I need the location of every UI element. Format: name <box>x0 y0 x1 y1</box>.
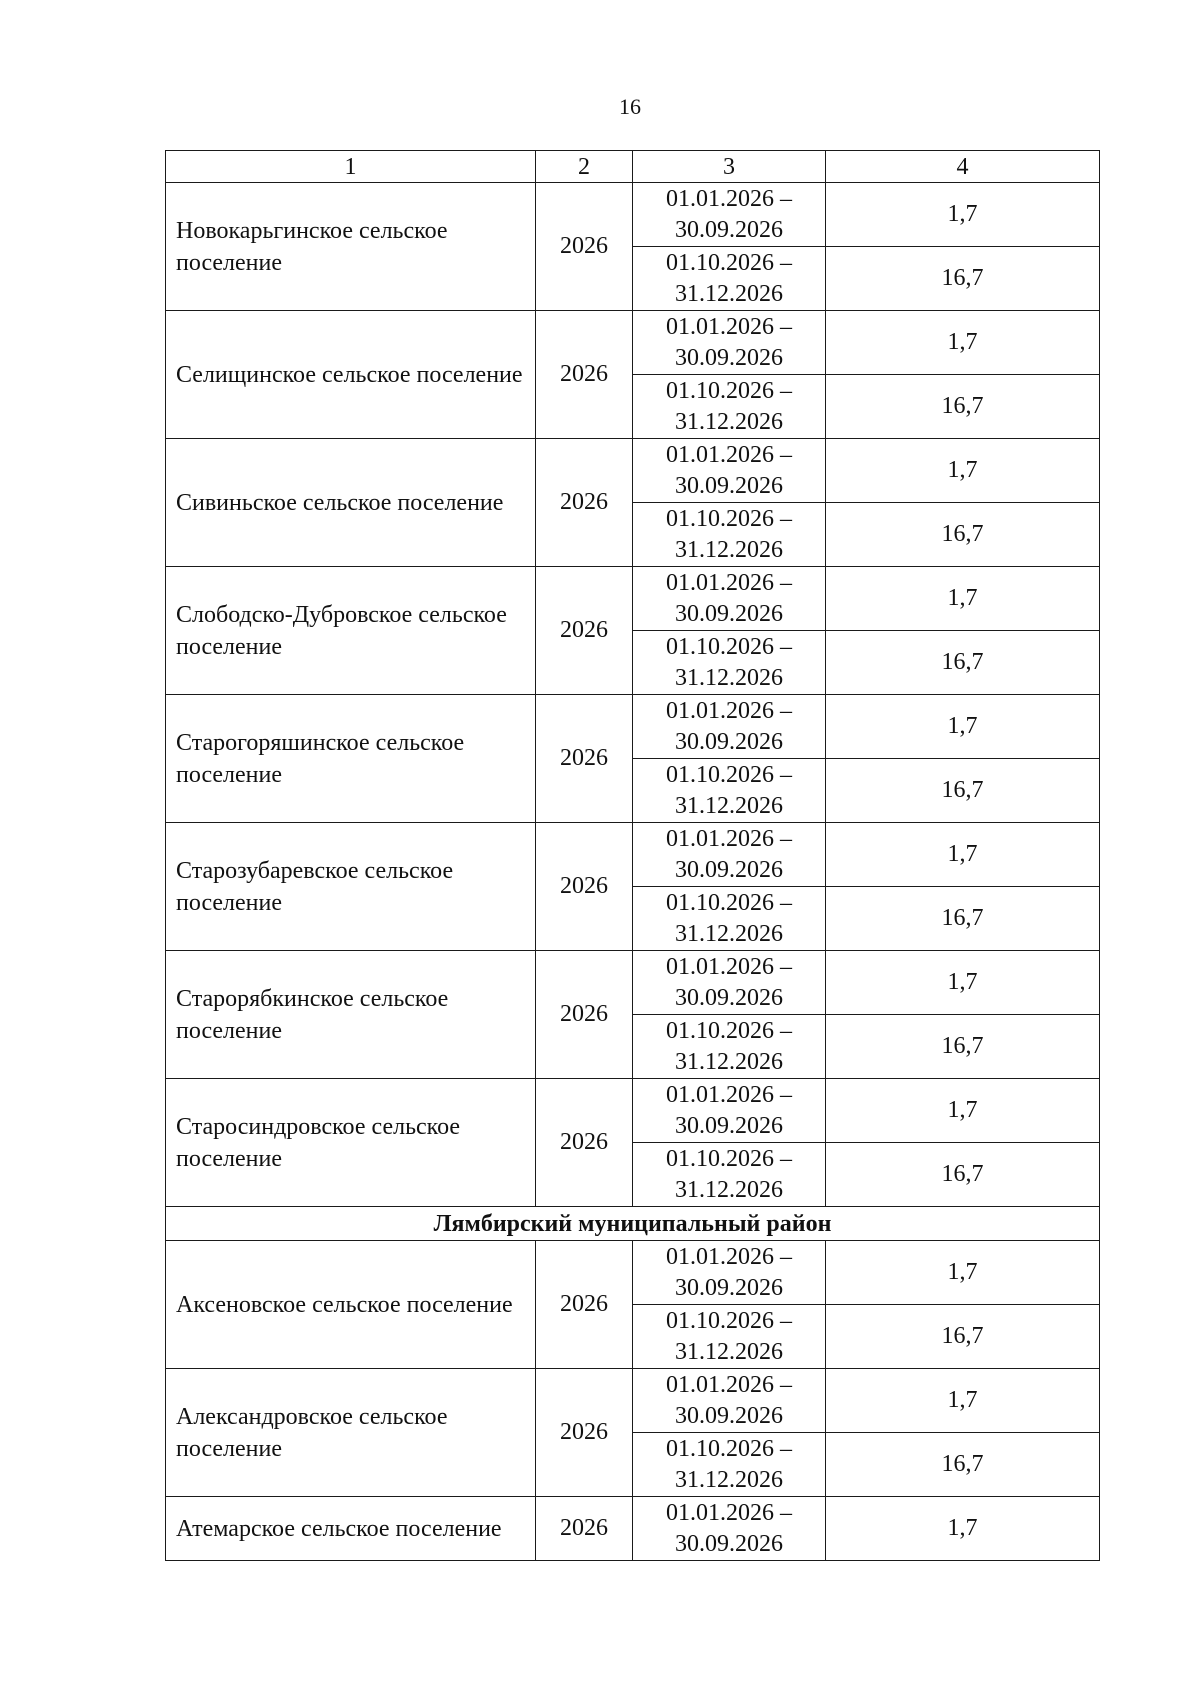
year-value: 2026 <box>536 823 633 951</box>
rate-value: 1,7 <box>826 183 1100 247</box>
rate-value: 16,7 <box>826 1143 1100 1207</box>
period-range <box>633 1143 826 1207</box>
period-start: 01.01.2026 – <box>666 1243 792 1270</box>
column-header: 4 <box>826 151 1100 183</box>
column-header: 1 <box>166 151 536 183</box>
data-table <box>165 150 1100 1561</box>
rate-value: 16,7 <box>826 503 1100 567</box>
rate-value: 16,7 <box>826 1433 1100 1497</box>
period-start: 01.10.2026 – <box>666 1145 792 1172</box>
period-range <box>633 951 826 1015</box>
period-end: 30.09.2026 <box>675 472 783 499</box>
settlement-name: Старозубаревское сельское поселение <box>166 823 536 951</box>
table-row <box>166 439 1100 503</box>
settlement-name: Слободско-Дубровское сельское поселение <box>166 567 536 695</box>
period-start: 01.10.2026 – <box>666 249 792 276</box>
period-range <box>633 567 826 631</box>
period-range <box>633 1497 826 1561</box>
rate-value: 1,7 <box>826 1497 1100 1561</box>
table-row <box>166 1079 1100 1143</box>
period-range <box>633 1015 826 1079</box>
period-start: 01.01.2026 – <box>666 441 792 468</box>
period-end: 30.09.2026 <box>675 728 783 755</box>
region-row <box>166 1207 1100 1241</box>
year-value: 2026 <box>536 951 633 1079</box>
period-end: 31.12.2026 <box>675 1466 783 1493</box>
period-range <box>633 631 826 695</box>
settlement-name: Старорябкинское сельское поселение <box>166 951 536 1079</box>
period-start: 01.10.2026 – <box>666 1017 792 1044</box>
rate-value: 16,7 <box>826 759 1100 823</box>
period-end: 30.09.2026 <box>675 856 783 883</box>
period-range <box>633 1079 826 1143</box>
period-end: 31.12.2026 <box>675 1338 783 1365</box>
period-start: 01.10.2026 – <box>666 377 792 404</box>
year-value: 2026 <box>536 1497 633 1561</box>
period-range <box>633 1241 826 1305</box>
period-range <box>633 439 826 503</box>
rate-value: 1,7 <box>826 1079 1100 1143</box>
period-end: 31.12.2026 <box>675 408 783 435</box>
period-range <box>633 183 826 247</box>
rate-value: 1,7 <box>826 567 1100 631</box>
period-range <box>633 503 826 567</box>
year-value: 2026 <box>536 183 633 311</box>
table-row <box>166 567 1100 631</box>
period-start: 01.01.2026 – <box>666 185 792 212</box>
period-range <box>633 823 826 887</box>
table-row <box>166 1497 1100 1561</box>
settlement-name: Старогоряшинское сельское поселение <box>166 695 536 823</box>
settlement-name: Александровское сельское поселение <box>166 1369 536 1497</box>
rate-value: 1,7 <box>826 1369 1100 1433</box>
settlement-name: Селищинское сельское поселение <box>166 311 536 439</box>
table-row <box>166 951 1100 1015</box>
period-range <box>633 1369 826 1433</box>
rate-value: 16,7 <box>826 1305 1100 1369</box>
period-range <box>633 247 826 311</box>
column-header: 3 <box>633 151 826 183</box>
period-start: 01.10.2026 – <box>666 889 792 916</box>
table-row <box>166 183 1100 247</box>
rate-value: 1,7 <box>826 439 1100 503</box>
period-start: 01.01.2026 – <box>666 313 792 340</box>
table-row <box>166 311 1100 375</box>
period-end: 31.12.2026 <box>675 536 783 563</box>
period-end: 30.09.2026 <box>675 216 783 243</box>
rate-value: 16,7 <box>826 247 1100 311</box>
period-end: 30.09.2026 <box>675 984 783 1011</box>
year-value: 2026 <box>536 439 633 567</box>
settlement-name: Старосиндровское сельское поселение <box>166 1079 536 1207</box>
period-range <box>633 1433 826 1497</box>
period-start: 01.10.2026 – <box>666 633 792 660</box>
settlement-name: Атемарское сельское поселение <box>166 1497 536 1561</box>
period-end: 31.12.2026 <box>675 1176 783 1203</box>
column-header: 2 <box>536 151 633 183</box>
period-range <box>633 311 826 375</box>
year-value: 2026 <box>536 1079 633 1207</box>
table-row <box>166 695 1100 759</box>
year-value: 2026 <box>536 1369 633 1497</box>
period-end: 30.09.2026 <box>675 1402 783 1429</box>
period-end: 30.09.2026 <box>675 1530 783 1557</box>
period-start: 01.10.2026 – <box>666 1307 792 1334</box>
page-number: 16 <box>619 94 641 119</box>
period-start: 01.01.2026 – <box>666 825 792 852</box>
period-end: 30.09.2026 <box>675 1274 783 1301</box>
settlement-name: Сивиньское сельское поселение <box>166 439 536 567</box>
table-row <box>166 1369 1100 1433</box>
rate-value: 1,7 <box>826 1241 1100 1305</box>
rate-value: 1,7 <box>826 695 1100 759</box>
period-end: 30.09.2026 <box>675 600 783 627</box>
period-range <box>633 887 826 951</box>
rate-value: 16,7 <box>826 1015 1100 1079</box>
period-end: 31.12.2026 <box>675 280 783 307</box>
period-end: 31.12.2026 <box>675 664 783 691</box>
period-range <box>633 759 826 823</box>
period-start: 01.01.2026 – <box>666 1371 792 1398</box>
rate-value: 1,7 <box>826 823 1100 887</box>
rate-value: 16,7 <box>826 631 1100 695</box>
period-start: 01.01.2026 – <box>666 1499 792 1526</box>
year-value: 2026 <box>536 695 633 823</box>
period-end: 30.09.2026 <box>675 1112 783 1139</box>
rate-value: 16,7 <box>826 375 1100 439</box>
year-value: 2026 <box>536 567 633 695</box>
period-start: 01.01.2026 – <box>666 1081 792 1108</box>
period-end: 30.09.2026 <box>675 344 783 371</box>
year-value: 2026 <box>536 311 633 439</box>
period-start: 01.01.2026 – <box>666 697 792 724</box>
settlement-name: Новокарьгинское сельское поселение <box>166 183 536 311</box>
settlement-name: Аксеновское сельское поселение <box>166 1241 536 1369</box>
period-range <box>633 1305 826 1369</box>
rate-value: 1,7 <box>826 311 1100 375</box>
rate-value: 16,7 <box>826 887 1100 951</box>
table-body <box>166 151 1100 1561</box>
region-heading: Лямбирский муниципальный район <box>166 1207 1100 1241</box>
period-start: 01.10.2026 – <box>666 505 792 532</box>
period-start: 01.10.2026 – <box>666 761 792 788</box>
period-range <box>633 375 826 439</box>
table-row <box>166 823 1100 887</box>
period-end: 31.12.2026 <box>675 792 783 819</box>
rate-value: 1,7 <box>826 951 1100 1015</box>
period-start: 01.10.2026 – <box>666 1435 792 1462</box>
table-row <box>166 1241 1100 1305</box>
period-end: 31.12.2026 <box>675 920 783 947</box>
header-row <box>166 151 1100 183</box>
period-end: 31.12.2026 <box>675 1048 783 1075</box>
year-value: 2026 <box>536 1241 633 1369</box>
period-start: 01.01.2026 – <box>666 569 792 596</box>
period-range <box>633 695 826 759</box>
period-start: 01.01.2026 – <box>666 953 792 980</box>
